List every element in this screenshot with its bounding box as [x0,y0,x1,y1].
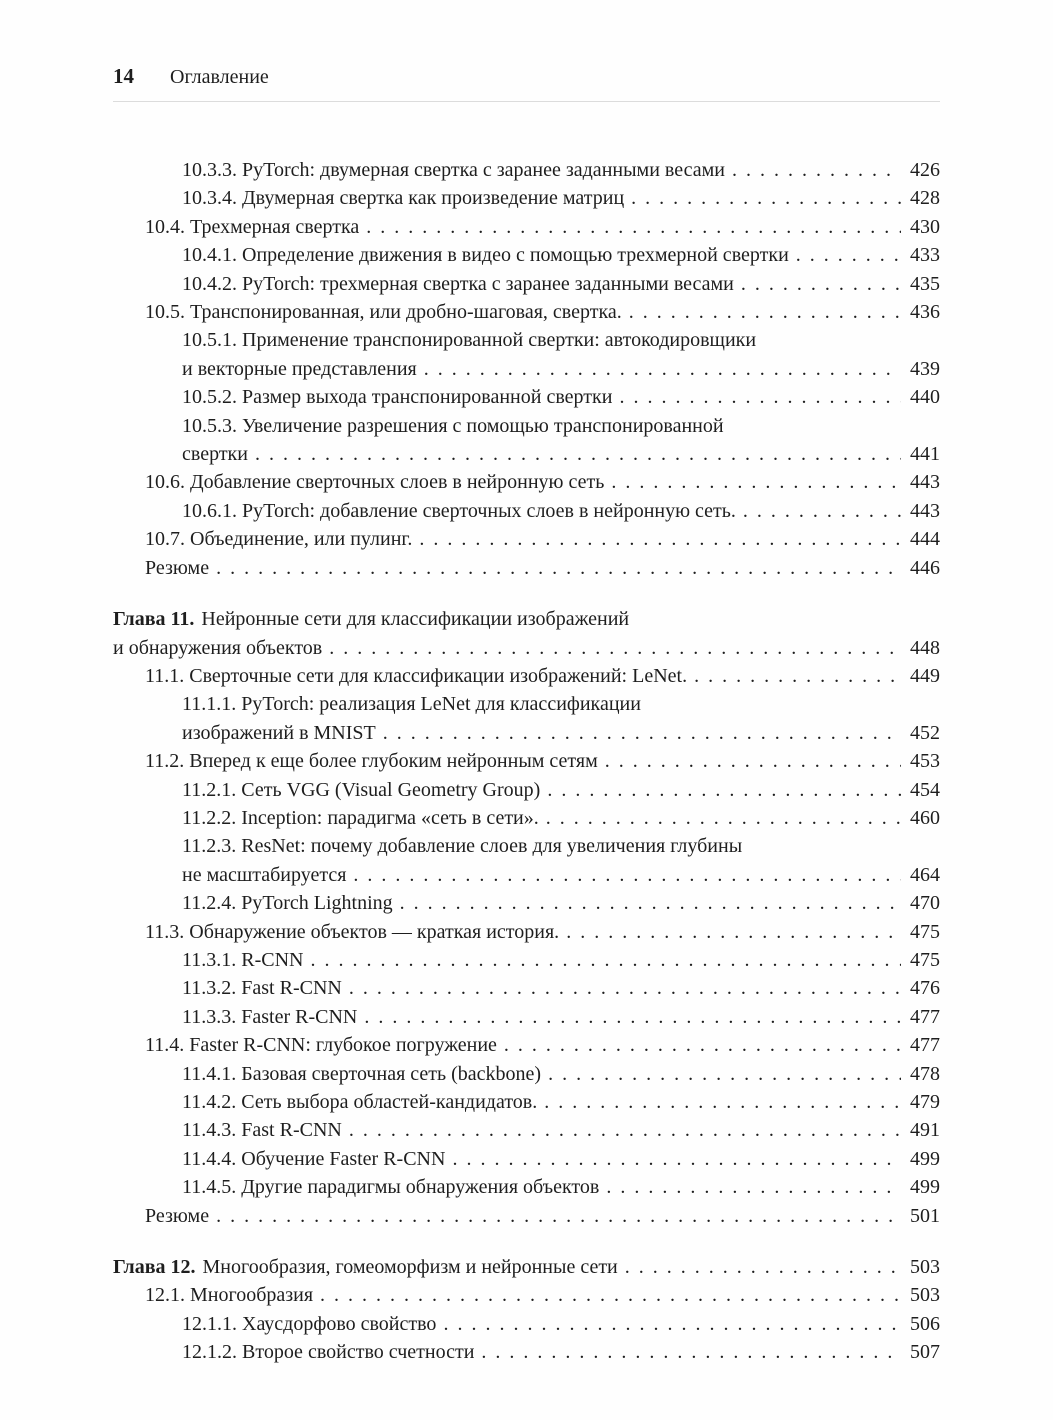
entry-text: 11.3.2. Fast R-CNN [182,977,342,1000]
toc-entry [113,889,940,917]
toc-entry [113,1031,940,1059]
page-number: 435 [910,272,940,295]
dot-leader [566,918,901,946]
dot-leader [741,270,901,298]
toc-row [182,832,940,860]
entry-text: 10.4. Трехмерная свертка [145,215,360,238]
page-number: 441 [910,443,940,466]
page-number: 452 [910,721,940,744]
page-number: 506 [910,1312,940,1335]
dot-leader [504,1031,901,1059]
entry-text: 11.4.1. Базовая сверточная сеть (backbone) [182,1062,542,1085]
toc-entry [113,525,940,553]
page-number: 449 [910,664,940,687]
toc-row [182,1060,940,1088]
toc-entry [113,383,940,411]
toc-entry [113,690,940,747]
page-number: 460 [910,806,940,829]
toc-entry [113,946,940,974]
toc-entry [113,918,940,946]
page-number: 491 [910,1119,940,1142]
toc-row [145,468,940,496]
dot-leader [629,298,901,326]
page-number: 443 [910,471,940,494]
dot-leader [481,1338,901,1366]
toc-row [182,1088,940,1116]
toc-entry [113,1003,940,1031]
toc-row [113,605,940,633]
folio-page-number: 14 [113,64,134,88]
toc-row [145,918,940,946]
entry-text: 11.4.3. Fast R-CNN [182,1119,342,1142]
toc-entry [113,1310,940,1338]
entry-text: не масштабируется [182,863,347,886]
toc-row [182,270,940,298]
dot-leader [452,1145,901,1173]
entry-text: 10.5.2. Размер выхода транспонированной свертки [182,386,613,409]
toc-row [182,326,940,354]
entry-text: Нейронные сети для классификации изображений [201,608,630,631]
dot-leader [694,662,901,690]
dot-leader [419,525,901,553]
page-number: 477 [910,1034,940,1057]
toc-entry [113,662,940,690]
entry-text: и обнаружения объектов [113,636,323,659]
page-number: 440 [910,386,940,409]
entry-text: 11.2.3. ResNet: почему добавление слоев для увеличения глубины [182,835,743,858]
toc-row [182,1173,940,1201]
dot-leader [546,804,901,832]
entry-text: 10.5.1. Применение транспонированной свертки: автокодировщики [182,329,757,352]
toc-row [182,974,940,1002]
toc-row [182,1145,940,1173]
entry-text: изображений в MNIST [182,721,376,744]
page-number: 446 [910,556,940,579]
toc-row [182,1310,940,1338]
toc-row [182,156,940,184]
dot-leader [605,747,901,775]
toc-row [182,497,940,525]
page-number: 443 [910,499,940,522]
toc-row [182,412,940,440]
dot-leader [732,156,901,184]
page-number: 426 [910,159,940,181]
toc-row [145,298,940,326]
page-number: 448 [910,636,940,659]
toc-chapter-entry [113,1253,940,1281]
entry-text: 11.2. Вперед к еще более глубоким нейронным сетям [145,750,598,773]
entry-text: 11.2.2. Inception: парадигма «сеть в сети». [182,806,539,829]
page-number: 499 [910,1147,940,1170]
dot-leader [548,1060,901,1088]
entry-text: 10.4.1. Определение движения в видео с помощью трехмерной свертки [182,244,789,267]
dot-leader [255,440,901,468]
entry-text: 11.2.1. Сеть VGG (Visual Geometry Group) [182,778,541,801]
entry-text: 11.4. Faster R-CNN: глубокое погружение [145,1034,497,1057]
toc-row [182,440,940,468]
page-number: 479 [910,1091,940,1113]
toc-entry [113,1338,940,1366]
toc-row [182,946,940,974]
page-number: 464 [910,863,940,886]
entry-text: Резюме [145,556,210,579]
toc-row [182,1338,940,1366]
dot-leader [400,889,901,917]
toc-row [145,747,940,775]
page-number: 476 [910,977,940,1000]
dot-leader [364,1003,901,1031]
toc-entry [113,974,940,1002]
entry-text: 11.1. Сверточные сети для классификации изображений: LeNet. [145,664,688,687]
page-number: 430 [910,215,940,238]
dot-leader [216,1202,901,1230]
toc-row [182,241,940,269]
toc-entry [113,213,940,241]
entry-text: 11.3.1. R-CNN [182,948,304,971]
entry-text: 10.4.2. PyTorch: трехмерная свертка с заранее заданными весами [182,272,734,295]
dot-leader [216,554,901,582]
page-number: 428 [910,187,940,210]
dot-leader [611,468,901,496]
toc-chapter-entry [113,605,940,662]
toc-entry [113,1281,940,1309]
dot-leader [353,861,901,889]
entry-text: 12.1.1. Хаусдорфово свойство [182,1312,437,1335]
toc-row [182,804,940,832]
toc-row [182,889,940,917]
toc-row [145,554,940,582]
toc-row [145,525,940,553]
page-number: 503 [910,1284,940,1307]
entry-text: 10.5. Транспонированная, или дробно-шаговая, свертка. [145,301,622,324]
dot-leader [625,1253,901,1281]
toc-entry [113,1145,940,1173]
toc-entry [113,1116,940,1144]
toc-row [182,1116,940,1144]
toc-row [182,184,940,212]
page-number: 433 [910,244,940,267]
toc-entry [113,1088,940,1116]
running-header [113,64,940,102]
page-number: 501 [910,1204,940,1227]
toc-entry [113,412,940,469]
toc-row [182,861,940,889]
dot-leader [631,184,901,212]
entry-text: 11.2.4. PyTorch Lightning [182,892,393,915]
entry-text: 10.3.3. PyTorch: двумерная свертка с заранее заданными весами [182,159,725,181]
entry-text: 12.1. Многообразия [145,1284,314,1307]
entry-text: 10.5.3. Увеличение разрешения с помощью транспонированной [182,414,724,437]
page-number: 470 [910,892,940,915]
chapter-label: Глава 11. [113,608,195,631]
toc-entry [113,156,940,184]
toc-entry [113,832,940,889]
entry-text: 11.4.5. Другие парадигмы обнаружения объектов [182,1176,600,1199]
entry-text: 11.4.4. Обучение Faster R-CNN [182,1147,446,1170]
dot-leader [320,1281,901,1309]
dot-leader [329,634,901,662]
dot-leader [619,383,901,411]
entry-text: 11.3.3. Faster R-CNN [182,1005,358,1028]
toc-entry [113,270,940,298]
page-number: 503 [910,1256,940,1279]
toc-row [182,355,940,383]
dot-leader [424,355,901,383]
page-number: 454 [910,778,940,801]
page-number: 436 [910,301,940,324]
dot-leader [443,1310,901,1338]
toc-entry [113,241,940,269]
dot-leader [547,776,901,804]
page-number: 439 [910,357,940,380]
dot-leader [349,1116,901,1144]
toc-entry [113,468,940,496]
toc-entry [113,804,940,832]
toc-entry [113,497,940,525]
entry-text: 10.3.4. Двумерная свертка как произведение матриц [182,187,625,210]
page-number: 475 [910,948,940,971]
toc-row [182,1003,940,1031]
toc-entry [113,1060,940,1088]
toc-entry [113,298,940,326]
entry-text: 11.1.1. PyTorch: реализация LeNet для классификации [182,693,641,716]
toc-entry [113,554,940,582]
toc-list [113,156,940,1367]
dot-leader [310,946,901,974]
entry-text: свертки [182,443,248,466]
page-number: 444 [910,528,940,551]
dot-leader [383,719,901,747]
chapter-label: Глава 12. [113,1256,196,1279]
entry-text: и векторные представления [182,357,417,380]
entry-text: 11.4.2. Сеть выбора областей-кандидатов. [182,1091,538,1113]
toc-row [113,1253,940,1281]
page-number: 453 [910,750,940,773]
toc-row [182,776,940,804]
dot-leader [606,1173,901,1201]
dot-leader [366,213,901,241]
entry-text: 10.6. Добавление сверточных слоев в нейронную сеть [145,471,605,494]
toc-row [145,1202,940,1230]
toc-row [145,213,940,241]
page-number: 478 [910,1062,940,1085]
dot-leader [544,1088,901,1116]
toc-entry [113,1173,940,1201]
toc-entry [113,776,940,804]
toc-entry [113,326,940,383]
page-number: 475 [910,920,940,943]
toc-entry [113,747,940,775]
toc-row [182,719,940,747]
toc-row [145,1281,940,1309]
entry-text: Резюме [145,1204,210,1227]
dot-leader [743,497,901,525]
entry-text: 12.1.2. Второе свойство счетности [182,1341,475,1364]
toc-entry [113,1202,940,1230]
toc-row [145,1031,940,1059]
toc-row [182,690,940,718]
toc-entry [113,184,940,212]
page-number: 499 [910,1176,940,1199]
dot-leader [796,241,901,269]
entry-text: 10.6.1. PyTorch: добавление сверточных слоев в нейронную сеть. [182,499,736,522]
page-number: 477 [910,1005,940,1028]
toc-row [182,383,940,411]
toc-row [145,662,940,690]
page-number: 507 [910,1341,940,1364]
entry-text: 10.7. Объединение, или пулинг. [145,528,413,551]
toc-row [113,634,940,662]
header-title: Оглавление [170,66,269,88]
entry-text: 11.3. Обнаружение объектов — краткая история. [145,920,560,943]
dot-leader [349,974,901,1002]
entry-text: Многообразия, гомеоморфизм и нейронные сети [202,1256,618,1279]
